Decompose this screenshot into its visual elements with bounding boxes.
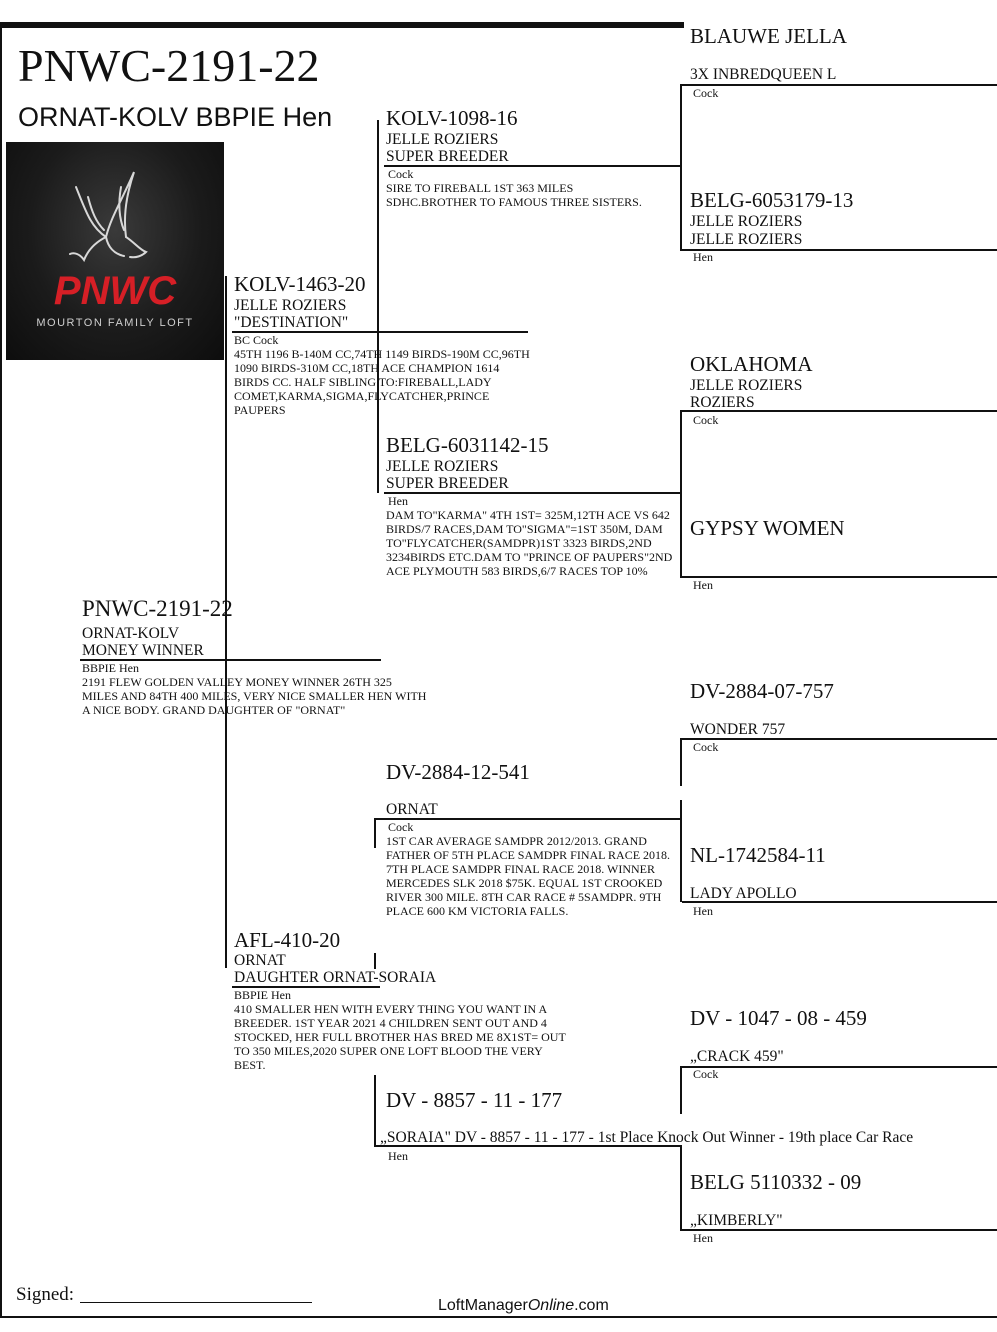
line-g3-7 xyxy=(682,1229,997,1231)
sd-sex: Hen xyxy=(388,494,408,508)
line-ss-vertical xyxy=(680,84,682,251)
logo-tagline: MOURTON FAMILY LOFT xyxy=(36,317,194,329)
sire-note: 45TH 1196 B-140M CC,74TH 1149 BIRDS-190M CC,96TH 1090 BIRDS-310M CC,18TH ACE CHAMPION 1614 BIRDS CC. HALF SIBLING TO:FIREBALL,LADY COMET,KARMA,SIGMA,FLYCATCHER,PRINCE PAUPERS xyxy=(234,347,530,417)
g3-sex: Hen xyxy=(693,904,713,918)
ss-ring: KOLV-1098-16 xyxy=(386,106,518,130)
ss-sex: Cock xyxy=(388,167,414,181)
g3-name: LADY APOLLO xyxy=(690,885,797,902)
line-ds-vertical xyxy=(680,738,682,786)
g3-name: „CRACK 459" xyxy=(690,1048,784,1065)
line-subject-tick xyxy=(225,640,227,661)
logo-wordmark: PNWC xyxy=(53,269,177,313)
g3-sex: Hen xyxy=(693,1231,713,1245)
line-g3-4 xyxy=(682,738,997,740)
footer-brand-b: Online xyxy=(527,1297,575,1314)
subject-name: ORNAT-KOLV xyxy=(82,625,180,642)
dam-name: ORNAT xyxy=(234,952,286,969)
ds-note: 1ST CAR AVERAGE SAMDPR 2012/2013. GRAND FATHER OF 5TH PLACE SAMDPR FINAL RACE 2018. 7TH PLACE SAMDPR FINAL RACE 2018. WINNER MERCEDES SLK 2018 $75K. EQUAL 1ST CROOKED RIVER 300 MILE. 8TH CAR RACE # 5SAMDPR. 9TH PLACE 600 KM VICTORIA FALLS. xyxy=(386,834,671,918)
g3-ring: GYPSY WOMEN xyxy=(690,516,845,540)
g3-sex: Cock xyxy=(693,740,719,754)
line-g3-1 xyxy=(682,249,997,251)
g3-breeder: ROZIERS xyxy=(690,394,755,411)
footer-brand-c: .com xyxy=(574,1297,609,1314)
line-ds-underline xyxy=(376,818,682,820)
sire-ring: KOLV-1463-20 xyxy=(234,272,366,296)
left-border xyxy=(0,22,2,1317)
sire-name: JELLE ROZIERS xyxy=(234,297,347,314)
line-ds-vertical-lower xyxy=(680,800,682,902)
g3-ring: BLAUWE JELLA xyxy=(690,24,847,48)
g3-sex: Cock xyxy=(693,86,719,100)
g3-sex: Cock xyxy=(693,1067,719,1081)
g3-ring: DV - 1047 - 08 - 459 xyxy=(690,1006,867,1030)
g3-sex: Hen xyxy=(693,250,713,264)
sd-ring: BELG-6031142-15 xyxy=(386,433,549,457)
ds-name: ORNAT xyxy=(386,801,438,818)
g3-name: JELLE ROZIERS xyxy=(690,213,803,230)
g3-ring: OKLAHOMA xyxy=(690,352,813,376)
subject-ring: PNWC-2191-22 xyxy=(82,596,233,621)
dam-sex: BBPIE Hen xyxy=(234,988,291,1002)
ds-ring: DV-2884-12-541 xyxy=(386,760,530,784)
page-subtitle: ORNAT-KOLV BBPIE Hen xyxy=(18,102,333,132)
g3-ring: DV-2884-07-757 xyxy=(690,679,834,703)
dd-sex: Hen xyxy=(388,1149,408,1163)
ss-breeder: SUPER BREEDER xyxy=(386,148,509,165)
g3-ring: NL-1742584-11 xyxy=(690,843,826,867)
line-dam-tick xyxy=(374,953,376,969)
sire-breeder: "DESTINATION" xyxy=(234,314,349,331)
signature-line xyxy=(80,1302,312,1303)
line-sire-vertical xyxy=(377,120,379,493)
line-ss-underline xyxy=(384,165,682,167)
line-g3-3 xyxy=(682,576,997,578)
sd-note: DAM TO"KARMA" 4TH 1ST= 325M,12TH ACE VS 642 BIRDS/7 RACES,DAM TO"SIGMA"=1ST 350M, DAM TO"FLYCATCHER(SAMDPR)1ST 3323 BIRDS,2ND 3234BIRDS ETC.DAM TO "PRINCE OF PAUPERS"2ND ACE PLYMOUTH 583 BIRDS,6/7 RACES TOP 10% xyxy=(386,508,673,578)
subject-breeder: MONEY WINNER xyxy=(82,642,204,659)
line-dam-vertical-lower xyxy=(374,1075,376,1147)
dove-icon xyxy=(6,142,224,360)
subject-sex: BBPIE Hen xyxy=(82,661,139,675)
line-sd-vertical xyxy=(680,410,682,578)
dam-ring: AFL-410-20 xyxy=(234,928,341,952)
footer-brand xyxy=(438,1296,609,1316)
dd-ring: DV - 8857 - 11 - 177 xyxy=(386,1088,563,1112)
g3-name: „KIMBERLY" xyxy=(690,1212,783,1229)
ds-sex: Cock xyxy=(388,820,414,834)
line-g3-0 xyxy=(682,84,997,86)
line-dam-vertical xyxy=(374,818,376,848)
footer-brand-a: LoftManager xyxy=(438,1297,528,1314)
line-subject-vertical xyxy=(225,276,227,968)
g3-sex: Hen xyxy=(693,578,713,592)
g3-ring: BELG-6053179-13 xyxy=(690,188,854,212)
top-border xyxy=(0,22,684,28)
dd-name: „SORAIA" DV - 8857 - 11 - 177 - 1st Place Knock Out Winner - 19th place Car Race xyxy=(380,1129,914,1146)
signed-label: Signed: xyxy=(16,1284,75,1305)
pnwc-logo xyxy=(6,142,224,360)
dam-note: 410 SMALLER HEN WITH EVERY THING YOU WANT IN A BREEDER. 1ST YEAR 2021 4 CHILDREN SENT OUT AND 4 STOCKED, HER FULL BROTHER HAS BRED ME 8X1ST= OUT TO 350 MILES,2020 SUPER ONE LOFT BLOOD THE VERY BEST. xyxy=(234,1002,566,1072)
g3-sex: Cock xyxy=(693,413,719,427)
g3-breeder: JELLE ROZIERS xyxy=(690,231,803,248)
g3-name: 3X INBREDQUEEN L xyxy=(690,66,837,83)
dam-breeder: DAUGHTER ORNAT-SORAIA xyxy=(234,969,437,986)
bottom-border xyxy=(0,1316,997,1318)
line-dd-vertical xyxy=(680,1066,682,1114)
g3-name: JELLE ROZIERS xyxy=(690,377,803,394)
ss-name: JELLE ROZIERS xyxy=(386,131,499,148)
sd-name: JELLE ROZIERS xyxy=(386,458,499,475)
line-dd-vertical-lower xyxy=(680,1145,682,1231)
g3-name: WONDER 757 xyxy=(690,721,786,738)
g3-ring: BELG 5110332 - 09 xyxy=(690,1170,862,1194)
page-title: PNWC-2191-22 xyxy=(18,40,320,91)
line-sd-underline xyxy=(384,492,682,494)
sd-breeder: SUPER BREEDER xyxy=(386,475,509,492)
subject-note: 2191 FLEW GOLDEN VALLEY MONEY WINNER 26TH 325 MILES AND 84TH 400 MILES, VERY NICE SMALLER HEN WITH A NICE BODY. GRAND DAUGHTER OF "ORNAT" xyxy=(82,675,427,717)
line-g3-6 xyxy=(682,1066,997,1068)
sire-sex: BC Cock xyxy=(234,333,279,347)
ss-note: SIRE TO FIREBALL 1ST 363 MILES SDHC.BROTHER TO FAMOUS THREE SISTERS. xyxy=(386,181,642,209)
